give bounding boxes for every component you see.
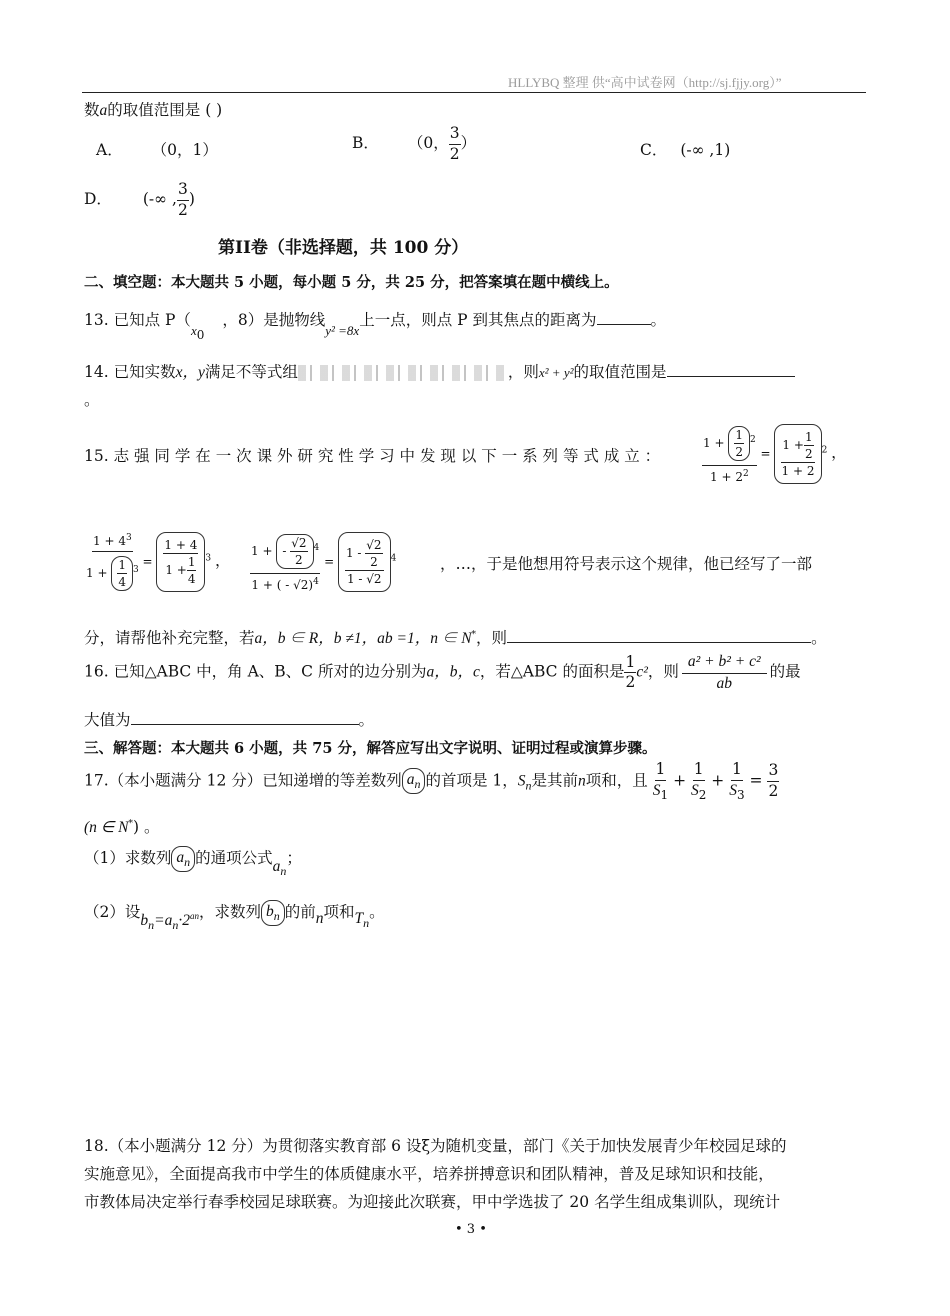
q12-option-b: B． （0， $\frac{3}{2}$ ） [352,124,477,163]
answer-blank[interactable] [597,324,651,325]
inequality-system-image [298,365,508,381]
question-14: 14. 已知实数x，y满足不等式组 ，则x² + y²的取值范围是 [84,360,795,382]
section2-title: 第II卷（非选择题，共 100 分） [218,238,469,258]
section3-heading: 三、解答题：本大题共 6 小题，共 75 分，解答应写出文字说明、证明过程或演算步骤。 [84,740,657,757]
q15-tail: ，…，于是他想用符号表示这个规律，他已经写了一部 [440,555,813,573]
q16-line2: 大值为 。 [84,711,375,729]
question-17: 17.（本小题满分 12 分）已知递增的等差数列 $a_n$ 的首项是 1，$S_n$是其前n项和，且 $\frac{1}{S_1}$ + $\frac{1}{S_2}$ + $\frac{1}{S_3}$ = $\frac{3}{2}$ [84,760,779,802]
answer-blank[interactable] [507,642,811,643]
q15-formula-2: $1 + 4^3$ 1 + $\frac{1}{4}$ $^3$ = 1 + 4 1 + $\frac{1}{4}$ $^3$ ， [86,532,230,592]
q12-option-d: D． (-∞ , $\frac{3}{2}$ ) [84,180,195,219]
q18-line1: 18.（本小题满分 12 分）为贯彻落实教育部 6 设ξ为随机变量，部门《关于加快发展青少年校园足球的 [84,1137,787,1155]
q17-part2: （2）设$b_n=a_n\cdot 2^{an}$，求数列 $b_n$ 的前n项和$T_n$。 [84,900,385,926]
question-13: 13. 已知点 $P(_{x0}$，8）是抛物线$_{y^2 =8x}$上一点，则点 P 到其焦点的距离为 。 [84,311,667,343]
q17-line2: (n ∈ N*) 。 [84,818,160,836]
q12-option-a: A． （0，1） [96,141,218,159]
q12-stem: 数a的取值范围是 ( ) [84,101,223,119]
question-15-stem: 15. 志 强 同 学 在 一 次 课 外 研 究 性 学 习 中 发 现 以 下 一 系 列 等 式 成 立 ： [84,447,661,465]
page-header: HLLYBQ 整理 供“高中试卷网（http://sj.fjjy.org）” [508,75,782,90]
q18-line2: 实施意见》，全面提高我市中学生的体质健康水平，培养拼搏意识和团队精神，普及足球知识和技能， [84,1165,774,1183]
question-16: 16. 已知△ABC 中，角 A、B、C 所对的边分别为a，b，c，若△ABC 的面积是 $\frac{1}{2}$ c²，则 $\frac{\text{a² + b² + c²}}{ab}$ 的最 [84,652,801,692]
header-rule [82,92,866,93]
q18-line3: 市教体局决定举行春季校园足球联赛。为迎接此次联赛，甲中学选拔了 20 名学生组成集训队，现统计 [84,1193,781,1211]
q15-line2: 分，请帮他补充完整，若a，b ∈ R，b ≠1，ab =1，n ∈ N*，则 。 [84,629,827,647]
q17-part1: （1）求数列 $a_n$ 的通项公式$a_n$； [84,846,302,872]
section2-heading: 二、填空题：本大题共 5 小题，每小题 5 分，共 25 分，把答案填在题中横线上。 [84,274,619,291]
answer-blank[interactable] [667,376,795,377]
q15-formula-3: 1 + - $\frac{√2}{2}$ $^4$ 1 + ( - √2)$^4$ = 1 - $\frac{√2}{2}$ 1 - √2 $^4$ [250,532,396,592]
fraction: $\frac{3}{2}$ [449,124,460,163]
q14-end: 。 [84,391,100,409]
page-number: • 3 • [455,1222,487,1237]
answer-blank[interactable] [131,724,359,725]
fraction: $\frac{3}{2}$ [177,180,188,219]
q15-formula-1: 1 + $\frac{1}{2}$ $^2$ $1 + 2^2$ = 1 + $\frac{1}{2}$ 1 + 2 $^2$ ， [702,424,847,484]
q12-option-c: C． (-∞ ,1) [640,141,731,159]
